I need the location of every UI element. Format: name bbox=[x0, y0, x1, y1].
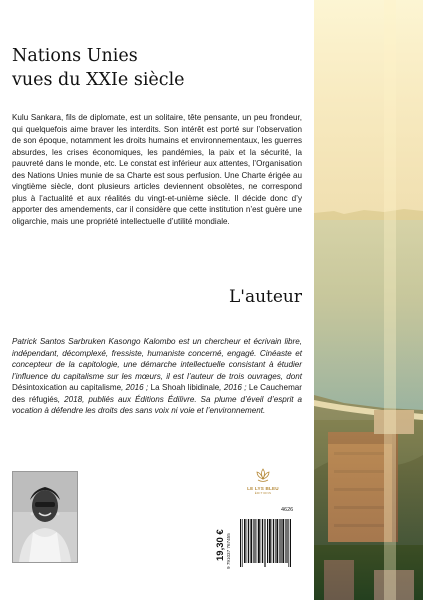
lotus-icon bbox=[255, 468, 271, 484]
author-bio-book-title-1: Désintoxication au capitalisme bbox=[12, 383, 122, 393]
publisher-sub: ÉDITIONS bbox=[254, 491, 272, 495]
isbn-digits bbox=[224, 518, 232, 570]
author-bio-sep-2: , 2016 ; bbox=[219, 383, 249, 393]
author-bio bbox=[12, 336, 302, 417]
publisher-name: LE LYS BLEU bbox=[247, 486, 279, 491]
product-code: 4626 bbox=[281, 507, 294, 513]
author-bio-sep-1: , 2016 ; bbox=[121, 383, 151, 393]
author-bio-book-title-2: La Shoah libidinale bbox=[150, 383, 220, 393]
author-heading: L'auteur bbox=[228, 287, 302, 307]
publisher-logo bbox=[241, 468, 285, 495]
price-label: 19,30 € bbox=[215, 529, 226, 561]
author-photo bbox=[12, 471, 78, 563]
book-title-line-1: Nations Unies bbox=[12, 46, 138, 66]
isbn-digits-text: 9 791037 767455 bbox=[226, 533, 231, 569]
author-bio-book-title-3: Le Cauchemar des réfugiés bbox=[12, 383, 303, 404]
book-title bbox=[12, 44, 185, 92]
author-bio-intro: Patrick Santos Sarbruken Kasongo Kalombo est un chercheur et écrivain libre, indépendant, décomplexé, fressiste, humaniste concerné, engagé. Cinéaste et concepteur de la capitologie, une démarche intellectuelle consistant à étudier l’influence du capitalisme sur les mœurs, il est l’auteur de trois ouvrages, dont bbox=[12, 337, 302, 381]
book-title-line-2: vues du XXIe siècle bbox=[12, 70, 185, 90]
synopsis-paragraph: Kulu Sankara, fils de diplomate, est un solitaire, tête pensante, un peu frondeur, qui quelquefois aime braver les interdits. Son intérêt est porté sur l’observation de son époque, notamment les droits humains et environnementaux, les guerres absurdes, les crises économiques, les pandémies, la paix et la sécurité, la pauvreté dans le monde, etc. Le constat est inférieur aux attentes, l’Organisation des Nations Unies munie de sa Charte est sous perfusion. Une Charte érigée au vingtième siècle, dont plusieurs articles deviennent obsolètes, ne correspond plus à l’actualité et aux réalités du vingt-et-unième siècle. Il décide donc d’y apporter des amendements, car il considère que cette institution n’est guère une oligarchie, mais une propriété intellectuelle d’utilité mondiale. bbox=[12, 113, 302, 226]
author-bio-outro: , 2018, publiés aux Éditions Édilivre. Sa plume d’éveil d’esprit a vocation à défendre les droits des sans voix ni voie et l’environnement. bbox=[12, 394, 302, 416]
cover-photo-strip bbox=[314, 0, 423, 600]
